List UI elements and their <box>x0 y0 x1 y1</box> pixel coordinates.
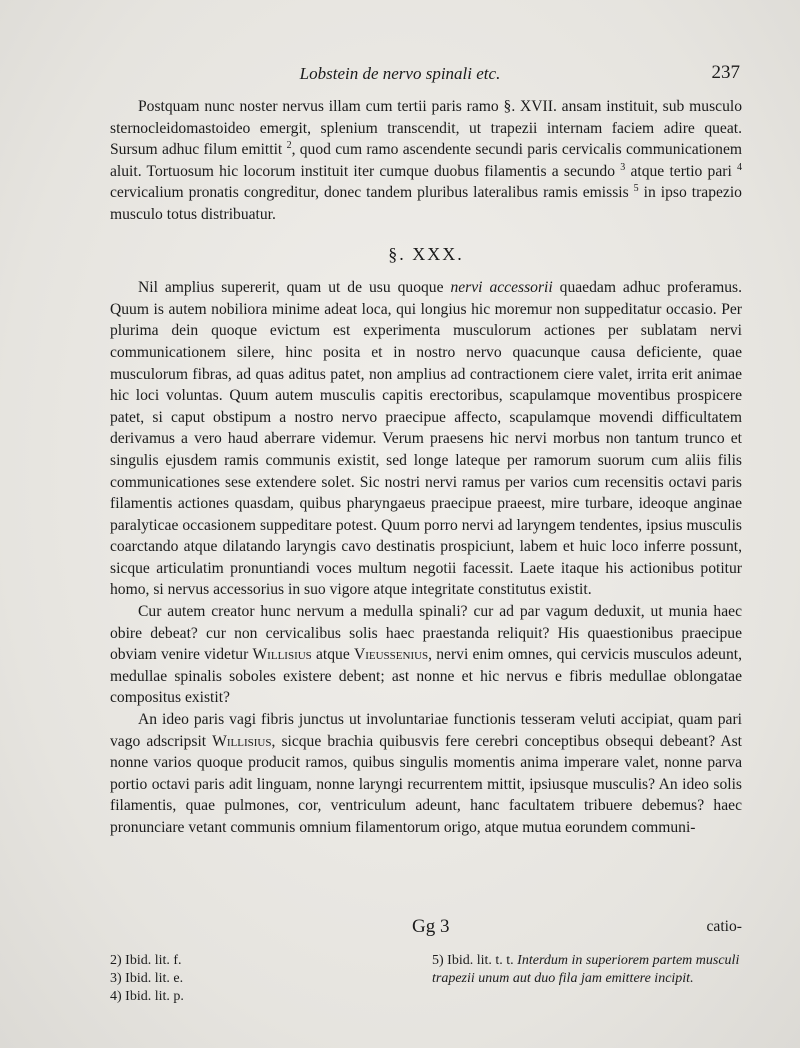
author-name-vieussenius: Vieussenius <box>353 646 429 664</box>
paragraph-4 <box>110 709 742 839</box>
paragraph-2-text-a: Nil amplius supererit, quam ut de usu quoque <box>138 279 451 297</box>
footnote-5-text: Interdum in superiorem partem musculi trapezii unum aut duo fila jam emittere incipit. <box>432 953 740 986</box>
footnote-ref-4: 4 <box>737 161 743 173</box>
footnote-5-ref: 5) Ibid. lit. t. t. <box>432 953 518 968</box>
paragraph-2-text-b: quaedam adhuc proferamus. Quum is autem nobiliora minime adeat loca, qui longius hic moremur non suppeditatur occasio. Per plurima dein quoque evictum est experimenta musculorum actiones per sublatam nervi communicationem silere, hinc posita et in nostro nervo quacunque causa deficiente, quae musculorum fibras, ad quas aditus patet, non amplius ad contractionem ciere valet, irrita erit animae hic loci voluntas. Quum autem musculis capitis erectoribus, scapulamque moventibus prospicere patet, si caput obstipum a nostro nervo praecipue affecto, scapulamque movendi difficultatem derivamus a vero haud aberrare videmur. Verum praesens hic nervi morbus non tantum trunco et singulis ejusdem ramis communis existit, sed longe lateque per ramorum suorum cum aliis filis communicationes sese extendere solet. Sic nostri nervi ramus per varios cum recensitis octavi paris filamentis actiones quasdam, quibus pharyngaeus praecipue praeest, mire turbare, ideoque anginae paralyticae occasionem suppeditare potest. Quum porro nervi ad laryngem tendentes, ipsius musculis coarctando atque dilatando laryngis cavo destinatis prospiciunt, labem et huic loco inferre possunt, sicque articulatim pronuntiandi voces multum negotii facessit. Laete itaque his actionibus potitur homo, si nervus accessorius in suo vigore atque integritate constitutus existit. <box>110 279 742 599</box>
paragraph-4-text-a: An ideo paris vagi fibris junctus ut involuntariae functionis tesseram veluti accipiat, quam pari vago adscripsit <box>110 711 742 750</box>
author-name-willisius-2: Willisius <box>212 732 272 750</box>
footnote-ref-3: 3 <box>620 161 626 173</box>
paragraph-1-text-a: Postquam nunc noster nervus illam cum tertii paris ramo §. XVII. ansam instituit, sub musculo sternocleidomastoideo emergit, splenium transcendit, ut trapezii internam faciem adire queat. Sursum adhuc filum emittit <box>110 98 742 159</box>
paragraph-3-text-a: Cur autem creator hunc nervum a medulla spinali? cur ad par vagum deduxit, ut munia haec obire debeat? cur non cervicalibus solis haec praestanda reliquit? His quaestionibus praecipue obviam venire videtur <box>110 603 742 664</box>
paragraph-1 <box>110 96 742 226</box>
catchline <box>110 916 742 942</box>
author-name-willisius: Willisius <box>252 646 312 664</box>
page-header <box>60 60 740 88</box>
footnotes-right-column <box>432 952 742 988</box>
section-heading: §. XXX. <box>388 243 464 264</box>
italic-term: nervi accessorii <box>450 279 553 297</box>
signature-mark: Gg 3 <box>412 916 450 937</box>
catchword: catio- <box>706 918 742 935</box>
running-title: Lobstein de nervo spinali etc. <box>299 64 501 83</box>
paragraph-3-text-c: , nervi enim omnes, qui cervicis musculos adeunt, medullae spinalis soboles existere debent; ast nonne et hic nervus e fibris medullae oblongatae compositus existit? <box>110 646 742 707</box>
paragraph-3-text-b: atque <box>311 646 354 664</box>
paragraph-1-text-c: atque tertio pari <box>625 162 738 180</box>
paragraph-2 <box>110 277 742 601</box>
footnote-4: 4) Ibid. lit. p. <box>110 989 184 1004</box>
paragraph-1-text-b: , quod cum ramo ascendente secundi paris cervicalis communicationem aluit. Tortuosum hic locorum instituit iter cumque duobus filamentis a secundo <box>110 141 742 180</box>
paragraph-1-text-e: in ipso trapezio musculo totus distribuatur. <box>110 184 742 223</box>
footnote-5 <box>432 952 742 988</box>
page-number: 237 <box>711 62 740 83</box>
paragraph-3 <box>110 601 742 709</box>
footnotes-left-column <box>110 952 350 1006</box>
footnote-ref-5: 5 <box>633 183 639 195</box>
footnote-3: 3) Ibid. lit. e. <box>110 971 184 986</box>
footnote-2: 2) Ibid. lit. f. <box>110 953 182 968</box>
paragraph-4-text-b: , sicque brachia quibusvis fere cerebri conceptibus obsequi debeant? Ast nonne varios quoque producit ramos, quibus singulis momentis anima imperare valet, nonne parva portio octavi paris adit linguam, nonne laryngi recurrentem mittit, ipsiusque musculis? An ideo solis filamentis, quae pulmones, cor, ventriculum adeunt, hanc facultatem tribuere debemus? haec pronunciare vetant communis omnium filamentorum origo, atque mutua eorundem communi- <box>110 732 743 836</box>
paragraph-1-text-d: cervicalium pronatis congreditur, donec tandem pluribus lateralibus ramis emissis <box>110 184 634 202</box>
footnote-ref-2: 2 <box>286 140 292 151</box>
main-text <box>110 96 742 839</box>
